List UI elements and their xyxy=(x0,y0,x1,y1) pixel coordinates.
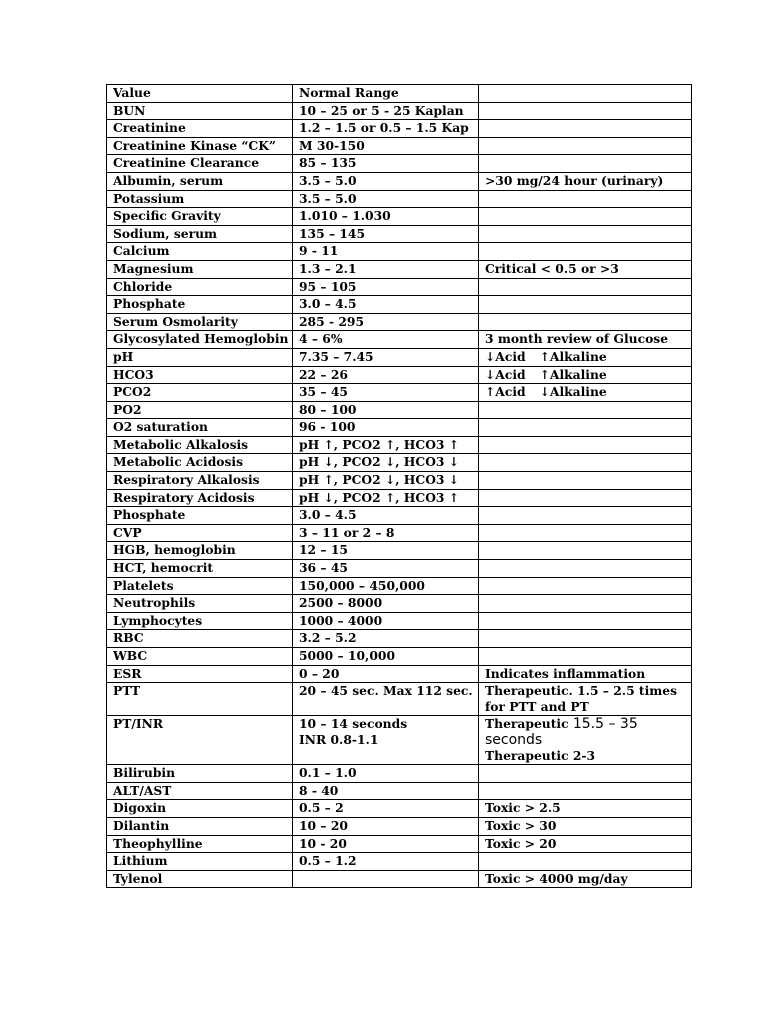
normal-range-cell: 22 – 26 xyxy=(293,366,479,384)
notes-cell xyxy=(479,524,692,542)
value-cell: Serum Osmolarity xyxy=(107,313,293,331)
notes-cell xyxy=(479,454,692,472)
notes-cell xyxy=(479,716,692,765)
normal-range-cell: 95 – 105 xyxy=(293,278,479,296)
normal-range-cell: pH ↑, PCO2 ↓, HCO3 ↓ xyxy=(293,472,479,490)
table-row xyxy=(107,454,692,472)
alkaline-indicator: ↑Alkaline xyxy=(539,366,607,382)
table-row xyxy=(107,172,692,190)
normal-range-cell: 36 – 45 xyxy=(293,560,479,578)
value-cell: RBC xyxy=(107,630,293,648)
table-row xyxy=(107,612,692,630)
notes-cell xyxy=(479,419,692,437)
normal-range-cell: 10 – 20 xyxy=(293,817,479,835)
table-row xyxy=(107,648,692,666)
normal-range-cell xyxy=(293,870,479,888)
value-cell: ESR xyxy=(107,665,293,683)
value-cell: Tylenol xyxy=(107,870,293,888)
notes-cell: Indicates inflammation xyxy=(479,665,692,683)
value-cell: Sodium, serum xyxy=(107,225,293,243)
table-row xyxy=(107,577,692,595)
notes-cell xyxy=(479,630,692,648)
normal-range-cell: 1.3 – 2.1 xyxy=(293,260,479,278)
table-row xyxy=(107,419,692,437)
table-row xyxy=(107,782,692,800)
normal-range-cell: 35 – 45 xyxy=(293,384,479,402)
notes-cell xyxy=(479,612,692,630)
normal-range-cell: 1.2 – 1.5 or 0.5 – 1.5 Kap xyxy=(293,120,479,138)
normal-range-cell: 3.0 – 4.5 xyxy=(293,507,479,525)
value-cell: O2 saturation xyxy=(107,419,293,437)
notes-cell xyxy=(479,384,692,402)
value-cell: Creatinine xyxy=(107,120,293,138)
notes-cell: Toxic > 20 xyxy=(479,835,692,853)
normal-range-cell: 150,000 – 450,000 xyxy=(293,577,479,595)
value-cell: Platelets xyxy=(107,577,293,595)
table-row xyxy=(107,155,692,173)
normal-range-cell: 135 – 145 xyxy=(293,225,479,243)
value-cell: Digoxin xyxy=(107,800,293,818)
notes-cell xyxy=(479,648,692,666)
notes-cell xyxy=(479,102,692,120)
notes-cell: Therapeutic. 1.5 – 2.5 times for PTT and PT xyxy=(479,683,692,716)
table-row xyxy=(107,472,692,490)
notes-cell xyxy=(479,278,692,296)
normal-range-cell: 0.1 – 1.0 xyxy=(293,765,479,783)
notes-cell xyxy=(479,296,692,314)
value-cell: PCO2 xyxy=(107,384,293,402)
notes-cell: Toxic > 4000 mg/day xyxy=(479,870,692,888)
table-row xyxy=(107,331,692,349)
acid-indicator: ↓Acid xyxy=(485,348,526,364)
normal-range-cell: 5000 – 10,000 xyxy=(293,648,479,666)
value-cell: pH xyxy=(107,348,293,366)
value-cell: PT/INR xyxy=(107,716,293,765)
notes-cell xyxy=(479,243,692,261)
value-cell: Creatinine Kinase “CK” xyxy=(107,137,293,155)
normal-range-cell xyxy=(293,716,479,765)
table-row xyxy=(107,436,692,454)
notes-cell xyxy=(479,560,692,578)
value-cell: HCT, hemocrit xyxy=(107,560,293,578)
therapeutic-label: Therapeutic xyxy=(485,716,573,732)
table-row xyxy=(107,507,692,525)
value-cell: Phosphate xyxy=(107,507,293,525)
notes-cell xyxy=(479,489,692,507)
normal-range-cell: pH ↓, PCO2 ↑, HCO3 ↑ xyxy=(293,489,479,507)
notes-cell: Toxic > 30 xyxy=(479,817,692,835)
value-cell: Albumin, serum xyxy=(107,172,293,190)
table-row xyxy=(107,853,692,871)
normal-range-cell: 3.5 – 5.0 xyxy=(293,190,479,208)
lab-values-table xyxy=(106,84,692,888)
normal-range-cell: 20 – 45 sec. Max 112 sec. xyxy=(293,683,479,716)
normal-range-cell: 80 – 100 xyxy=(293,401,479,419)
alkaline-indicator: ↓Alkaline xyxy=(539,384,607,400)
notes-cell xyxy=(479,137,692,155)
table-row xyxy=(107,835,692,853)
range-line: 10 – 14 seconds xyxy=(299,716,408,732)
normal-range-cell: 3.5 – 5.0 xyxy=(293,172,479,190)
value-cell: ALT/AST xyxy=(107,782,293,800)
table-row xyxy=(107,401,692,419)
table-row xyxy=(107,665,692,683)
value-cell: Value xyxy=(107,85,293,103)
normal-range-cell: M 30-150 xyxy=(293,137,479,155)
normal-range-cell: pH ↓, PCO2 ↓, HCO3 ↓ xyxy=(293,454,479,472)
value-cell: Glycosylated Hemoglobin xyxy=(107,331,293,349)
table-row xyxy=(107,870,692,888)
table-row xyxy=(107,225,692,243)
notes-cell: Toxic > 2.5 xyxy=(479,800,692,818)
therapeutic-inr: Therapeutic 2-3 xyxy=(485,748,596,764)
table-row xyxy=(107,800,692,818)
value-cell: Bilirubin xyxy=(107,765,293,783)
acid-indicator: ↓Acid xyxy=(485,366,526,382)
normal-range-cell: 3.0 – 4.5 xyxy=(293,296,479,314)
notes-cell xyxy=(479,853,692,871)
range-line: INR 0.8-1.1 xyxy=(299,732,379,748)
therapeutic-seconds: 15.5 – 35 seconds xyxy=(485,716,638,749)
normal-range-cell: 1.010 – 1.030 xyxy=(293,208,479,226)
notes-cell xyxy=(479,208,692,226)
normal-range-cell: 10 - 20 xyxy=(293,835,479,853)
normal-range-cell: 0 – 20 xyxy=(293,665,479,683)
table-row xyxy=(107,208,692,226)
table-row xyxy=(107,524,692,542)
value-cell: Potassium xyxy=(107,190,293,208)
notes-cell: >30 mg/24 hour (urinary) xyxy=(479,172,692,190)
value-cell: Chloride xyxy=(107,278,293,296)
notes-cell xyxy=(479,85,692,103)
notes-cell xyxy=(479,225,692,243)
table-row xyxy=(107,243,692,261)
table-row xyxy=(107,102,692,120)
table-row xyxy=(107,260,692,278)
table-row xyxy=(107,560,692,578)
notes-cell xyxy=(479,507,692,525)
value-cell: Metabolic Alkalosis xyxy=(107,436,293,454)
value-cell: HGB, hemoglobin xyxy=(107,542,293,560)
table-row xyxy=(107,348,692,366)
lab-values-table-body xyxy=(107,85,692,888)
normal-range-cell: 2500 – 8000 xyxy=(293,595,479,613)
table-row xyxy=(107,817,692,835)
value-cell: Calcium xyxy=(107,243,293,261)
normal-range-cell: 1000 – 4000 xyxy=(293,612,479,630)
notes-cell xyxy=(479,348,692,366)
value-cell: Specific Gravity xyxy=(107,208,293,226)
notes-cell xyxy=(479,595,692,613)
notes-cell xyxy=(479,782,692,800)
table-row xyxy=(107,137,692,155)
value-cell: Theophylline xyxy=(107,835,293,853)
normal-range-cell: 96 - 100 xyxy=(293,419,479,437)
table-row xyxy=(107,190,692,208)
table-row xyxy=(107,542,692,560)
normal-range-cell: 285 - 295 xyxy=(293,313,479,331)
notes-cell xyxy=(479,313,692,331)
value-cell: Neutrophils xyxy=(107,595,293,613)
acid-indicator: ↑Acid xyxy=(485,384,526,400)
normal-range-cell: 10 – 25 or 5 - 25 Kaplan xyxy=(293,102,479,120)
normal-range-cell: 12 – 15 xyxy=(293,542,479,560)
notes-cell xyxy=(479,542,692,560)
table-row xyxy=(107,296,692,314)
table-row xyxy=(107,313,692,331)
normal-range-cell: 4 – 6% xyxy=(293,331,479,349)
table-row xyxy=(107,384,692,402)
normal-range-cell: pH ↑, PCO2 ↑, HCO3 ↑ xyxy=(293,436,479,454)
table-row xyxy=(107,765,692,783)
normal-range-cell: 0.5 – 1.2 xyxy=(293,853,479,871)
table-row xyxy=(107,716,692,765)
value-cell: CVP xyxy=(107,524,293,542)
value-cell: Dilantin xyxy=(107,817,293,835)
notes-cell: Critical < 0.5 or >3 xyxy=(479,260,692,278)
notes-cell: 3 month review of Glucose xyxy=(479,331,692,349)
value-cell: Phosphate xyxy=(107,296,293,314)
table-row xyxy=(107,489,692,507)
value-cell: Lithium xyxy=(107,853,293,871)
normal-range-cell: Normal Range xyxy=(293,85,479,103)
notes-cell xyxy=(479,366,692,384)
table-row xyxy=(107,278,692,296)
normal-range-cell: 0.5 – 2 xyxy=(293,800,479,818)
notes-cell xyxy=(479,190,692,208)
notes-cell xyxy=(479,472,692,490)
notes-cell xyxy=(479,436,692,454)
normal-range-cell: 8 - 40 xyxy=(293,782,479,800)
value-cell: HCO3 xyxy=(107,366,293,384)
value-cell: Magnesium xyxy=(107,260,293,278)
notes-cell xyxy=(479,120,692,138)
value-cell: PTT xyxy=(107,683,293,716)
table-row xyxy=(107,630,692,648)
value-cell: Respiratory Alkalosis xyxy=(107,472,293,490)
normal-range-cell: 3.2 – 5.2 xyxy=(293,630,479,648)
value-cell: BUN xyxy=(107,102,293,120)
table-row xyxy=(107,366,692,384)
value-cell: Lymphocytes xyxy=(107,612,293,630)
table-row xyxy=(107,595,692,613)
normal-range-cell: 85 – 135 xyxy=(293,155,479,173)
normal-range-cell: 7.35 – 7.45 xyxy=(293,348,479,366)
alkaline-indicator: ↑Alkaline xyxy=(539,348,607,364)
notes-cell xyxy=(479,155,692,173)
table-row xyxy=(107,683,692,716)
header-row xyxy=(107,85,692,103)
normal-range-cell: 9 - 11 xyxy=(293,243,479,261)
normal-range-cell: 3 – 11 or 2 – 8 xyxy=(293,524,479,542)
value-cell: Respiratory Acidosis xyxy=(107,489,293,507)
value-cell: Metabolic Acidosis xyxy=(107,454,293,472)
notes-cell xyxy=(479,765,692,783)
value-cell: PO2 xyxy=(107,401,293,419)
table-row xyxy=(107,120,692,138)
notes-cell xyxy=(479,577,692,595)
value-cell: WBC xyxy=(107,648,293,666)
notes-cell xyxy=(479,401,692,419)
value-cell: Creatinine Clearance xyxy=(107,155,293,173)
